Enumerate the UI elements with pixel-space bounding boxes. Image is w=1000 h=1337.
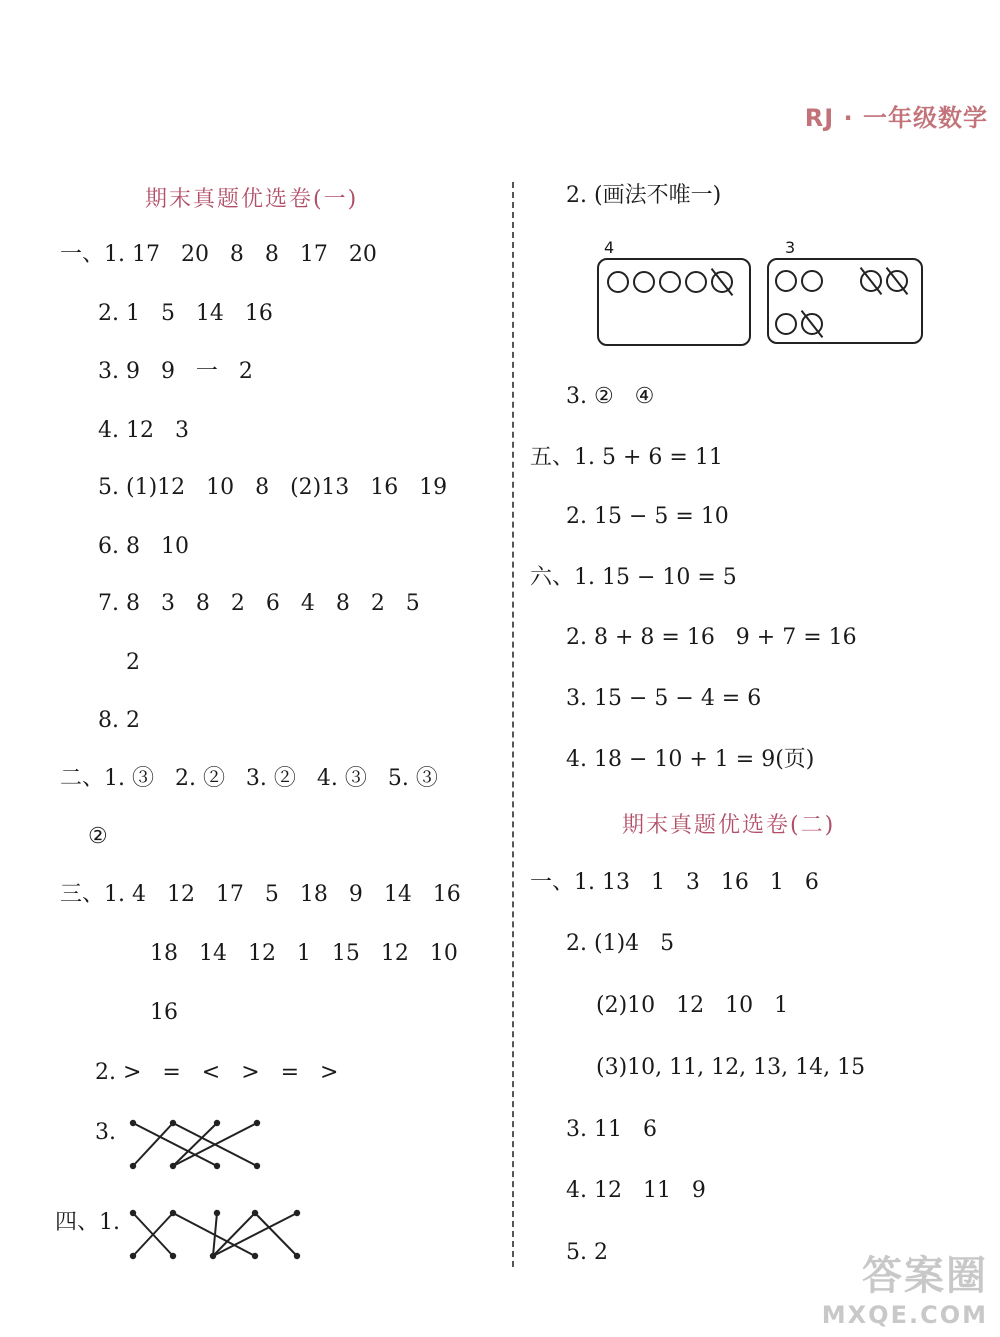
dot <box>130 1253 136 1259</box>
dot <box>130 1210 136 1216</box>
column-divider <box>512 182 514 1267</box>
answer-line: 六、1. 15 − 10 = 5 <box>530 565 737 590</box>
watermark <box>822 1244 988 1329</box>
answer-line: 2. > = < > = > <box>95 1060 339 1085</box>
answer-line: 4. 12 3 <box>98 418 189 443</box>
answer-line: 2. 1 5 14 16 <box>98 301 273 326</box>
answer-line: 4. 18 − 10 + 1 = 9(页) <box>566 747 815 772</box>
section-title-1: 期末真题优选卷(一) <box>145 187 359 212</box>
dot <box>170 1163 176 1169</box>
answer-line: ② <box>88 824 108 849</box>
circle-shape <box>775 270 797 292</box>
circle-shape <box>801 270 823 292</box>
answer-line: 16 <box>150 1000 178 1025</box>
dot <box>294 1253 300 1259</box>
answer-line: 4. 12 11 9 <box>566 1178 706 1203</box>
dot <box>210 1253 216 1259</box>
matching-diagram-2 <box>125 1205 310 1265</box>
answer-line: 3. ② ④ <box>566 384 655 409</box>
matching-diagram-1 <box>125 1115 270 1175</box>
answer-line: 3. <box>95 1120 116 1145</box>
dot <box>294 1210 300 1216</box>
dot <box>254 1163 260 1169</box>
answer-line: 2. (1)4 5 <box>566 931 675 956</box>
circle-shape <box>607 271 629 293</box>
circle-shape <box>775 313 797 335</box>
dot <box>130 1163 136 1169</box>
answer-line: 2. (画法不唯一) <box>566 183 722 208</box>
answer-line: 3. 9 9 一 2 <box>98 359 253 384</box>
dot <box>130 1120 136 1126</box>
watermark-url: MXQE.COM <box>821 1301 988 1329</box>
circle-shape <box>659 271 681 293</box>
answer-line: 三、1. 4 12 17 5 18 9 14 16 <box>60 882 461 907</box>
answer-line: 3. 15 − 5 − 4 = 6 <box>566 686 762 711</box>
section-title-2: 期末真题优选卷(二) <box>622 813 836 838</box>
answer-line: 一、1. 17 20 8 8 17 20 <box>60 242 377 267</box>
dot <box>214 1120 220 1126</box>
answer-line: 8. 2 <box>98 708 140 733</box>
book-header: RJ · 一年级数学 <box>804 104 988 132</box>
answer-line: 3. 11 6 <box>566 1117 657 1142</box>
dot <box>170 1210 176 1216</box>
dot <box>170 1120 176 1126</box>
answer-line: 五、1. 5 + 6 = 11 <box>530 445 723 470</box>
answer-line: 7. 8 3 8 2 6 4 8 2 5 <box>98 591 420 616</box>
answer-line: 6. 8 10 <box>98 534 189 559</box>
circle-shape <box>633 271 655 293</box>
dot <box>252 1253 258 1259</box>
answer-line: (2)10 12 10 1 <box>596 993 789 1018</box>
dot <box>254 1120 260 1126</box>
watermark-text: 答案圈 <box>862 1253 988 1299</box>
answer-line: 18 14 12 1 15 12 10 <box>150 941 458 966</box>
box-label: 4 <box>604 238 615 257</box>
circle-shape <box>685 271 707 293</box>
answer-line: 四、1. <box>55 1210 120 1235</box>
answer-line: 2. 15 − 5 = 10 <box>566 504 729 529</box>
dot <box>252 1210 258 1216</box>
answer-line: 一、1. 13 1 3 16 1 6 <box>530 870 819 895</box>
answer-line: 2. 8 + 8 = 16 9 + 7 = 16 <box>566 625 857 650</box>
dot <box>214 1210 220 1216</box>
answer-line: 二、1. ③ 2. ② 3. ② 4. ③ 5. ③ <box>60 766 438 791</box>
answer-line: 5. 2 <box>566 1240 608 1265</box>
box-label: 3 <box>785 238 796 257</box>
answer-line: 2 <box>126 650 140 675</box>
answer-line: (3)10, 11, 12, 13, 14, 15 <box>596 1055 866 1080</box>
dot <box>170 1253 176 1259</box>
answer-line: 5. (1)12 10 8 (2)13 16 19 <box>98 475 448 500</box>
dot <box>214 1163 220 1169</box>
